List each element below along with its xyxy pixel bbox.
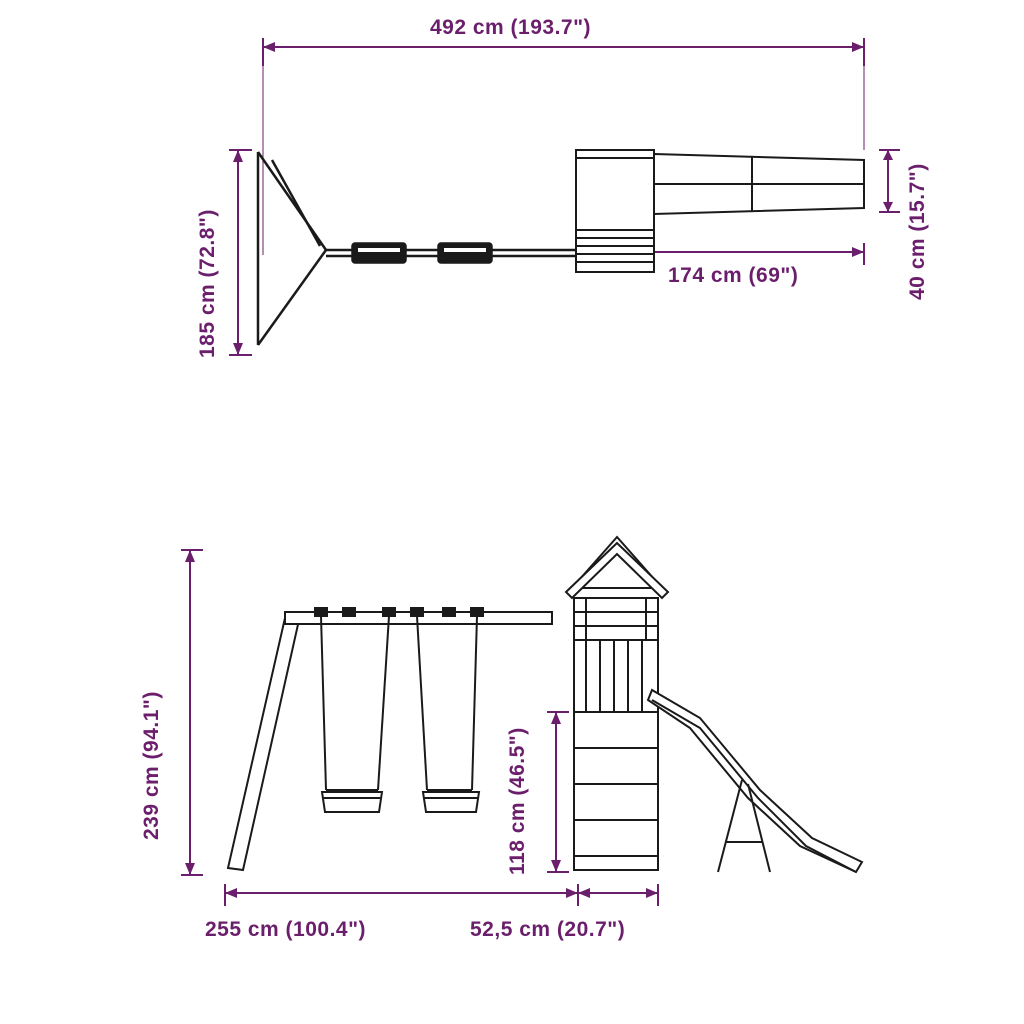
- swing-frame-elevation: [228, 618, 299, 870]
- swing-seat-left: [321, 616, 389, 812]
- dim-total-width: [263, 38, 864, 255]
- dim-tower-width: [578, 884, 658, 906]
- tower-deck-plan: [576, 230, 654, 272]
- swing-seats-plan: [352, 243, 492, 263]
- tower-roof-plan: [576, 150, 654, 230]
- tower-roof-elevation: [566, 537, 668, 598]
- dim-label-platform-height: 118 cm (46.5"): [506, 727, 529, 875]
- dim-total-height: [181, 550, 203, 875]
- dim-label-total-width: 492 cm (193.7"): [430, 16, 592, 39]
- dim-tower-height: [229, 150, 252, 355]
- swing-frame-plan: [258, 152, 326, 345]
- dim-label-swing-span: 255 cm (100.4"): [205, 918, 367, 941]
- dim-label-slide-width: 40 cm (15.7"): [906, 163, 929, 300]
- slide-plan: [654, 154, 864, 214]
- dim-label-platform-depth: 174 cm (69"): [668, 264, 799, 287]
- tower-body-elevation: [574, 598, 658, 870]
- top-view-group: [229, 38, 900, 355]
- dim-label-total-height: 239 cm (94.1"): [140, 691, 163, 840]
- slide-elevation: [648, 690, 862, 872]
- dim-swing-span: [225, 884, 578, 906]
- dim-label-tower-height: 185 cm (72.8"): [196, 209, 219, 358]
- dim-slide-width: [879, 150, 900, 212]
- swing-seat-right: [417, 616, 479, 812]
- dim-platform-height: [547, 712, 569, 872]
- dim-label-tower-width: 52,5 cm (20.7"): [470, 918, 626, 941]
